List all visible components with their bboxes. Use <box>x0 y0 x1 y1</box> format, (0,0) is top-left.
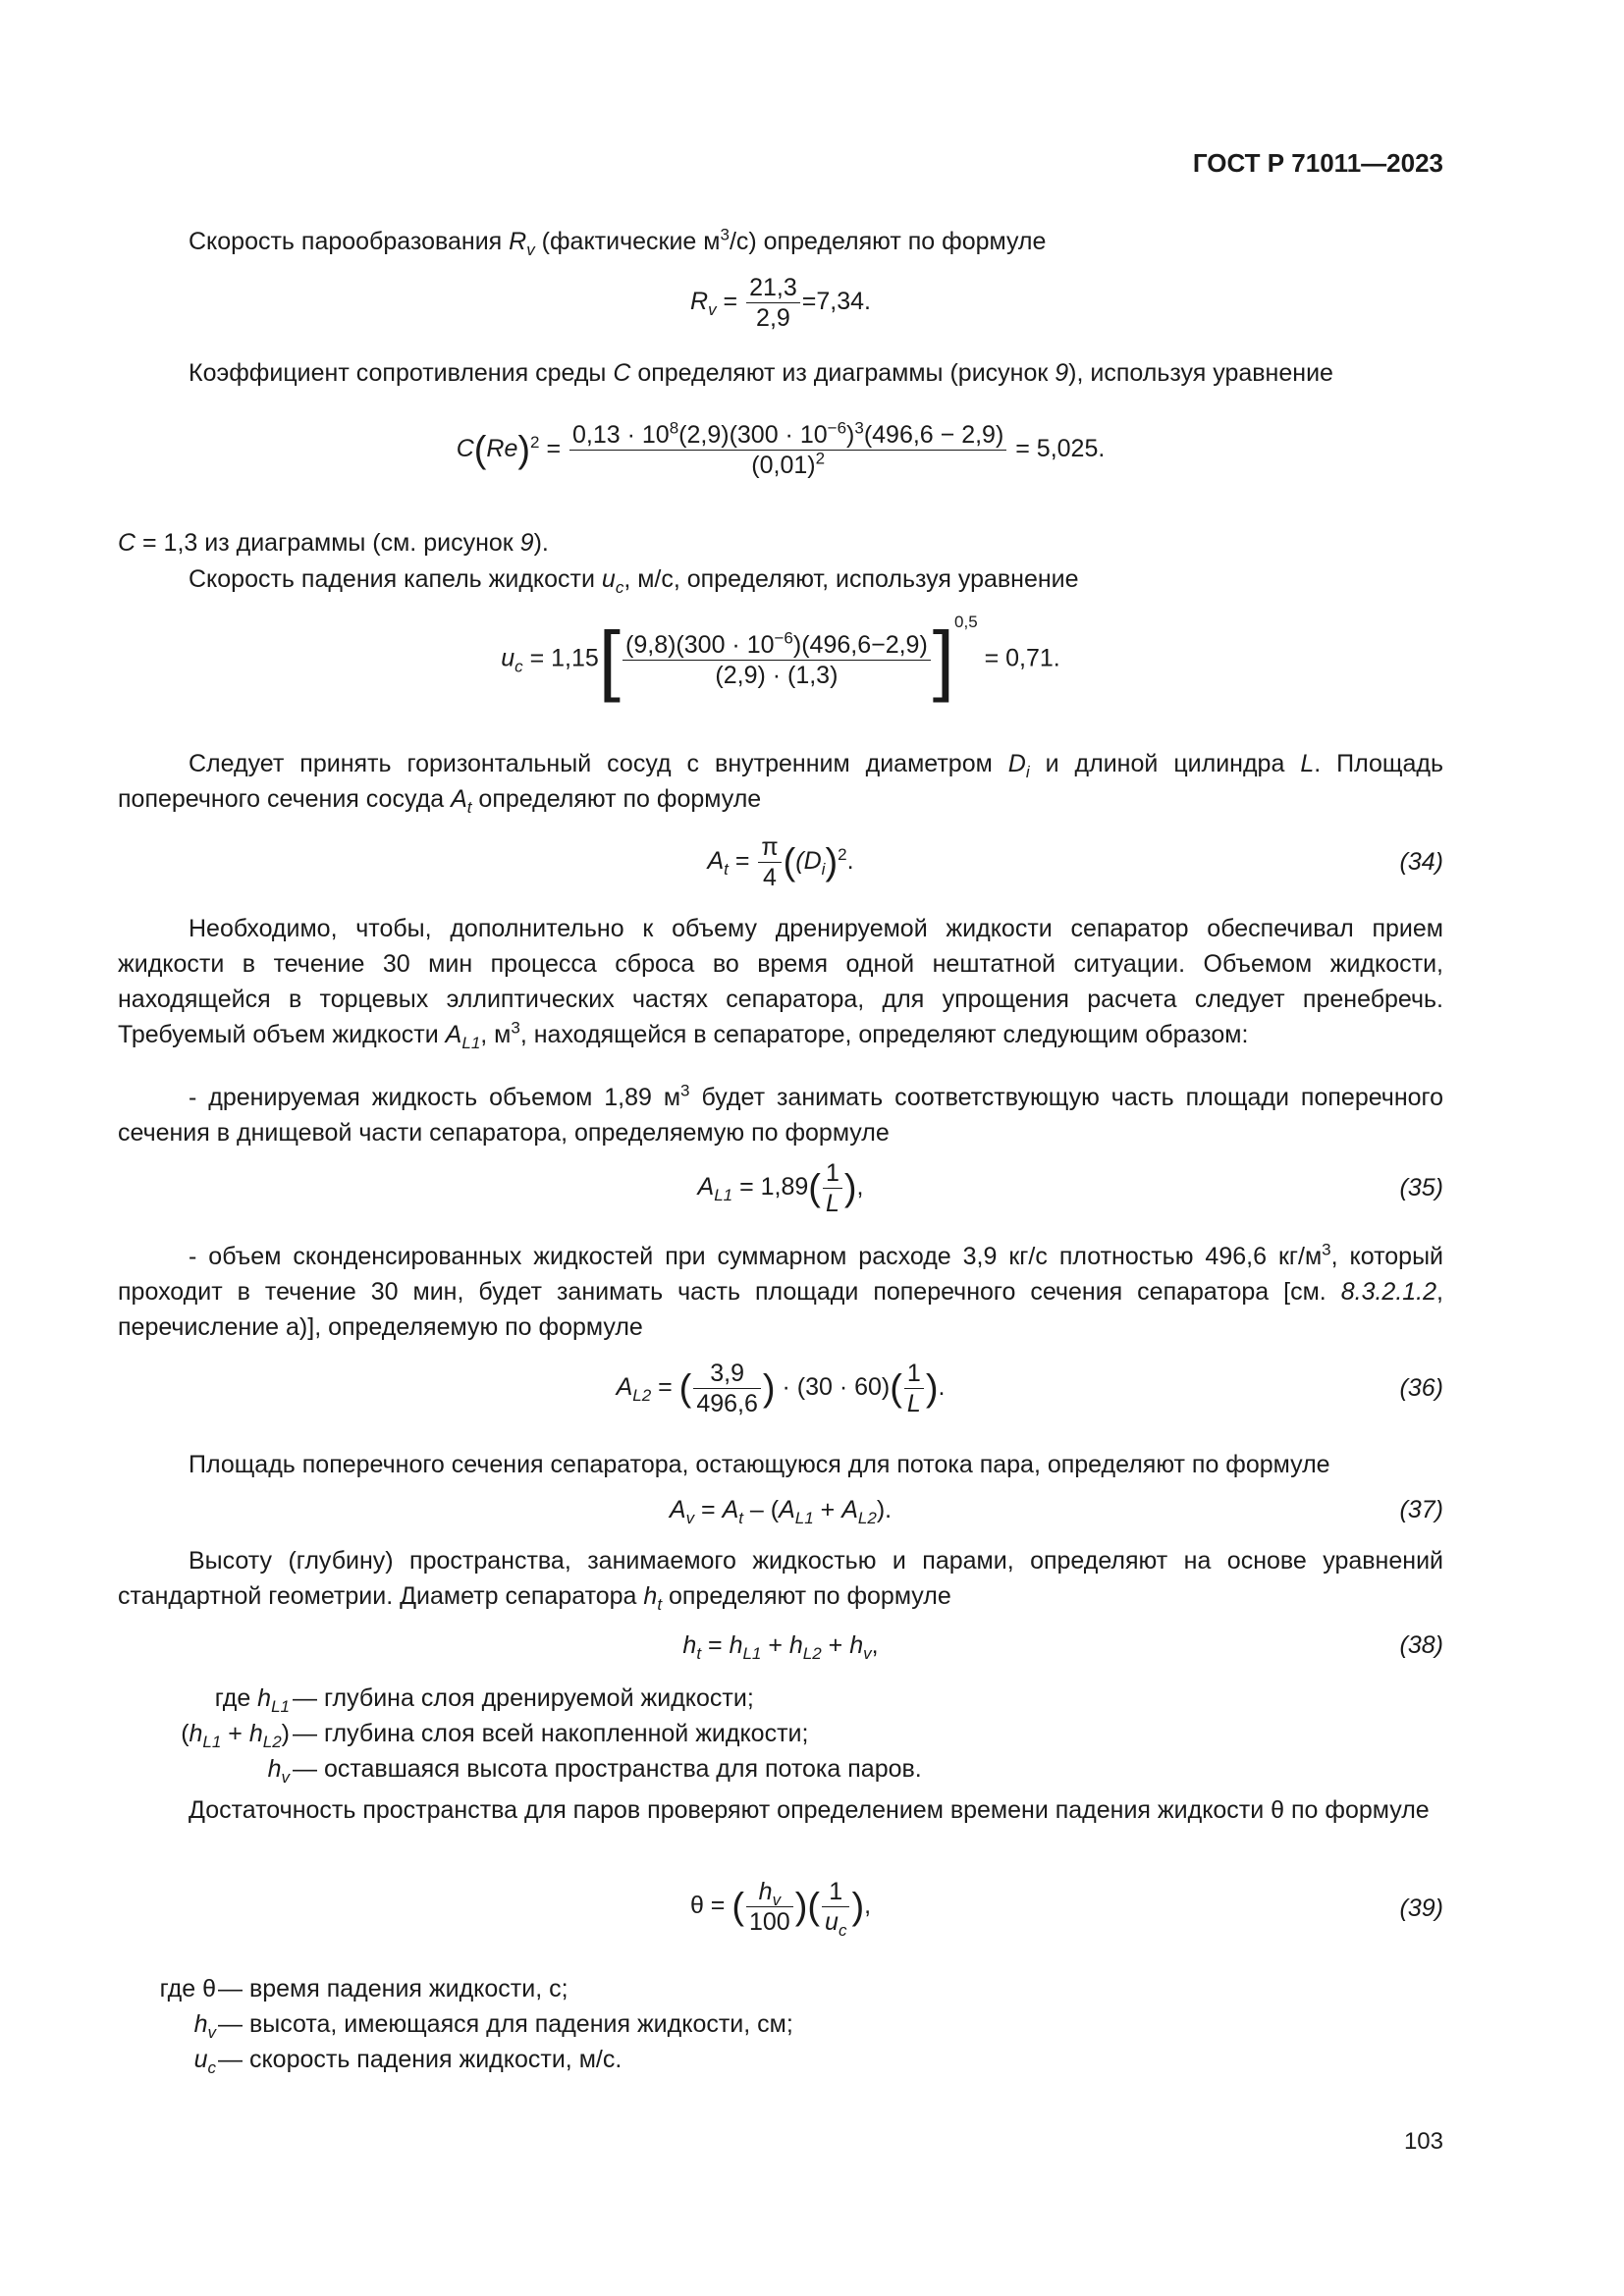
definition-row: $h_v$ — оставшаяся высота пространства для потока паров. <box>267 1755 922 1787</box>
paragraph-c-value: C = 1,3 из диаграммы (см. рисунок 9). <box>118 529 549 557</box>
paragraph-vapor-sufficiency: Достаточность пространства для паров проверяют определением времени падения жидкости θ по формуле <box>189 1796 1430 1824</box>
paragraph-standard-geometry: Высоту (глубину) пространства, занимаемого жидкостью и парами, определяют на основе уравнений стандартной геометрии. Диаметр сепаратора $h_t$ определяют по формуле <box>118 1547 1443 1614</box>
definition-row: где $h_{L1}$ — глубина слоя дренируемой жидкости; <box>214 1684 754 1716</box>
paragraph-vapor-rate: Скорость парообразования $R_v$ (фактические $м^3/c$) определяют по формуле <box>189 225 1047 259</box>
equation-number-36: (36) <box>1399 1374 1443 1402</box>
definition-row: $h_v$ — высота, имеющаяся для падения жидкости, см; <box>193 2010 793 2042</box>
equation-number-35: (35) <box>1399 1174 1443 1201</box>
equation-number-38: (38) <box>1399 1631 1443 1659</box>
paragraph-droplet-speed: Скорость падения капель жидкости $u_c$, м/с, определяют, используя уравнение <box>189 565 1079 597</box>
definition-row: где θ — время падения жидкости, с; <box>159 1975 568 2002</box>
equation-38: $h_t = h_{L1} + h_{L2} + h_v$, (38) <box>118 1628 1443 1667</box>
equation-number-34: (34) <box>1399 848 1443 876</box>
paragraph-liquid-volume: Необходимо, чтобы, дополнительно к объему дренируемой жидкости сепаратор обеспечивал прием жидкости в течение 30 мин процесса сброса во время одной нештатной ситуации. Объемом жидкости, находящейся в торцевых эллиптических частях сепаратора, для упрощения расчета следует пренебречь. Требуемый объем жидкости $A_{L1}$, $м^3$, находящейся в сепараторе, определяют следующим образом: <box>118 915 1443 1052</box>
equation-36: $A_{L2}$ = ( $\frac{3,9}{496,6}$ ) · (30 · 60)( $\frac{1}{L}$ ). (36) <box>616 1360 1443 1417</box>
definition-row: $u_c$ — скорость падения жидкости, м/с. <box>193 2046 623 2077</box>
equation-number-39: (39) <box>1399 1895 1443 1922</box>
page-number: 103 <box>1403 2128 1443 2155</box>
paragraph-drained-liquid: - дренируемая жидкость объемом 1,89 $м^3$ будет занимать соответствующую часть площади поперечного сечения в днищевой части сепаратора, определяемую по формуле <box>118 1081 1444 1147</box>
equation-rv: $R_v$ = $\frac{21,3}{2,9}$ =7,34. <box>690 274 871 332</box>
paragraph-drag-coefficient: Коэффициент сопротивления среды C определяют из диаграммы (рисунок 9), используя уравнение <box>189 359 1333 387</box>
paragraph-horizontal-vessel: Следует принять горизонтальный сосуд с внутренним диаметром $D_i$ и длиной цилиндра L. Площадь поперечного сечения сосуда $A_t$ определяют по формуле <box>118 750 1443 817</box>
equation-number-37: (37) <box>1399 1496 1443 1523</box>
document-code-header: ГОСТ Р 71011—2023 <box>1192 148 1443 178</box>
equation-uc: $u_c = 1,15$[ $\frac{(9,8)(300 \cdot 10^{-6})(496,6-2,9)}{(2,9) \cdot (1,3)}$ ]$^{0,5}$ = 0,71. <box>501 613 1060 703</box>
definition-row: $(h_{L1} + h_{L2})$ — глубина слоя всей накопленной жидкости; <box>181 1720 809 1751</box>
equation-39: θ = ( $\frac{h_v}{100}$ )( $\frac{1}{u_c}$ ), (39) <box>689 1878 1443 1940</box>
equation-c-re: $C(Re)^2$ = $\frac{0,13 \cdot 10^8(2,9)(300 \cdot 10^{-6})^3(496,6 - 2,9)}{(0,01)^2}$ = 5,025. <box>456 418 1106 479</box>
equation-37: $A_v = A_t - (A_{L1} + A_{L2})$. (37) <box>118 1492 1443 1531</box>
equation-34: $A_t$ = $\frac{\pi}{4}$ ($(D_i)^2$. (34) <box>707 833 1443 891</box>
paragraph-vapor-area: Площадь поперечного сечения сепаратора, остающуюся для потока пара, определяют по формуле <box>189 1451 1330 1478</box>
paragraph-condensed-liquid: - объем сконденсированных жидкостей при суммарном расходе 3,9 кг/с плотностью 496,6 $кг/м^3$, который проходит в течение 30 мин, будет занимать часть площади поперечного сечения сепаратора [см. 8.3.2.1.2, перечисление а)], определяемую по формуле <box>118 1240 1443 1341</box>
equation-35: $A_{L1} = 1,89$( $\frac{1}{L}$ ), (35) <box>697 1159 1443 1217</box>
